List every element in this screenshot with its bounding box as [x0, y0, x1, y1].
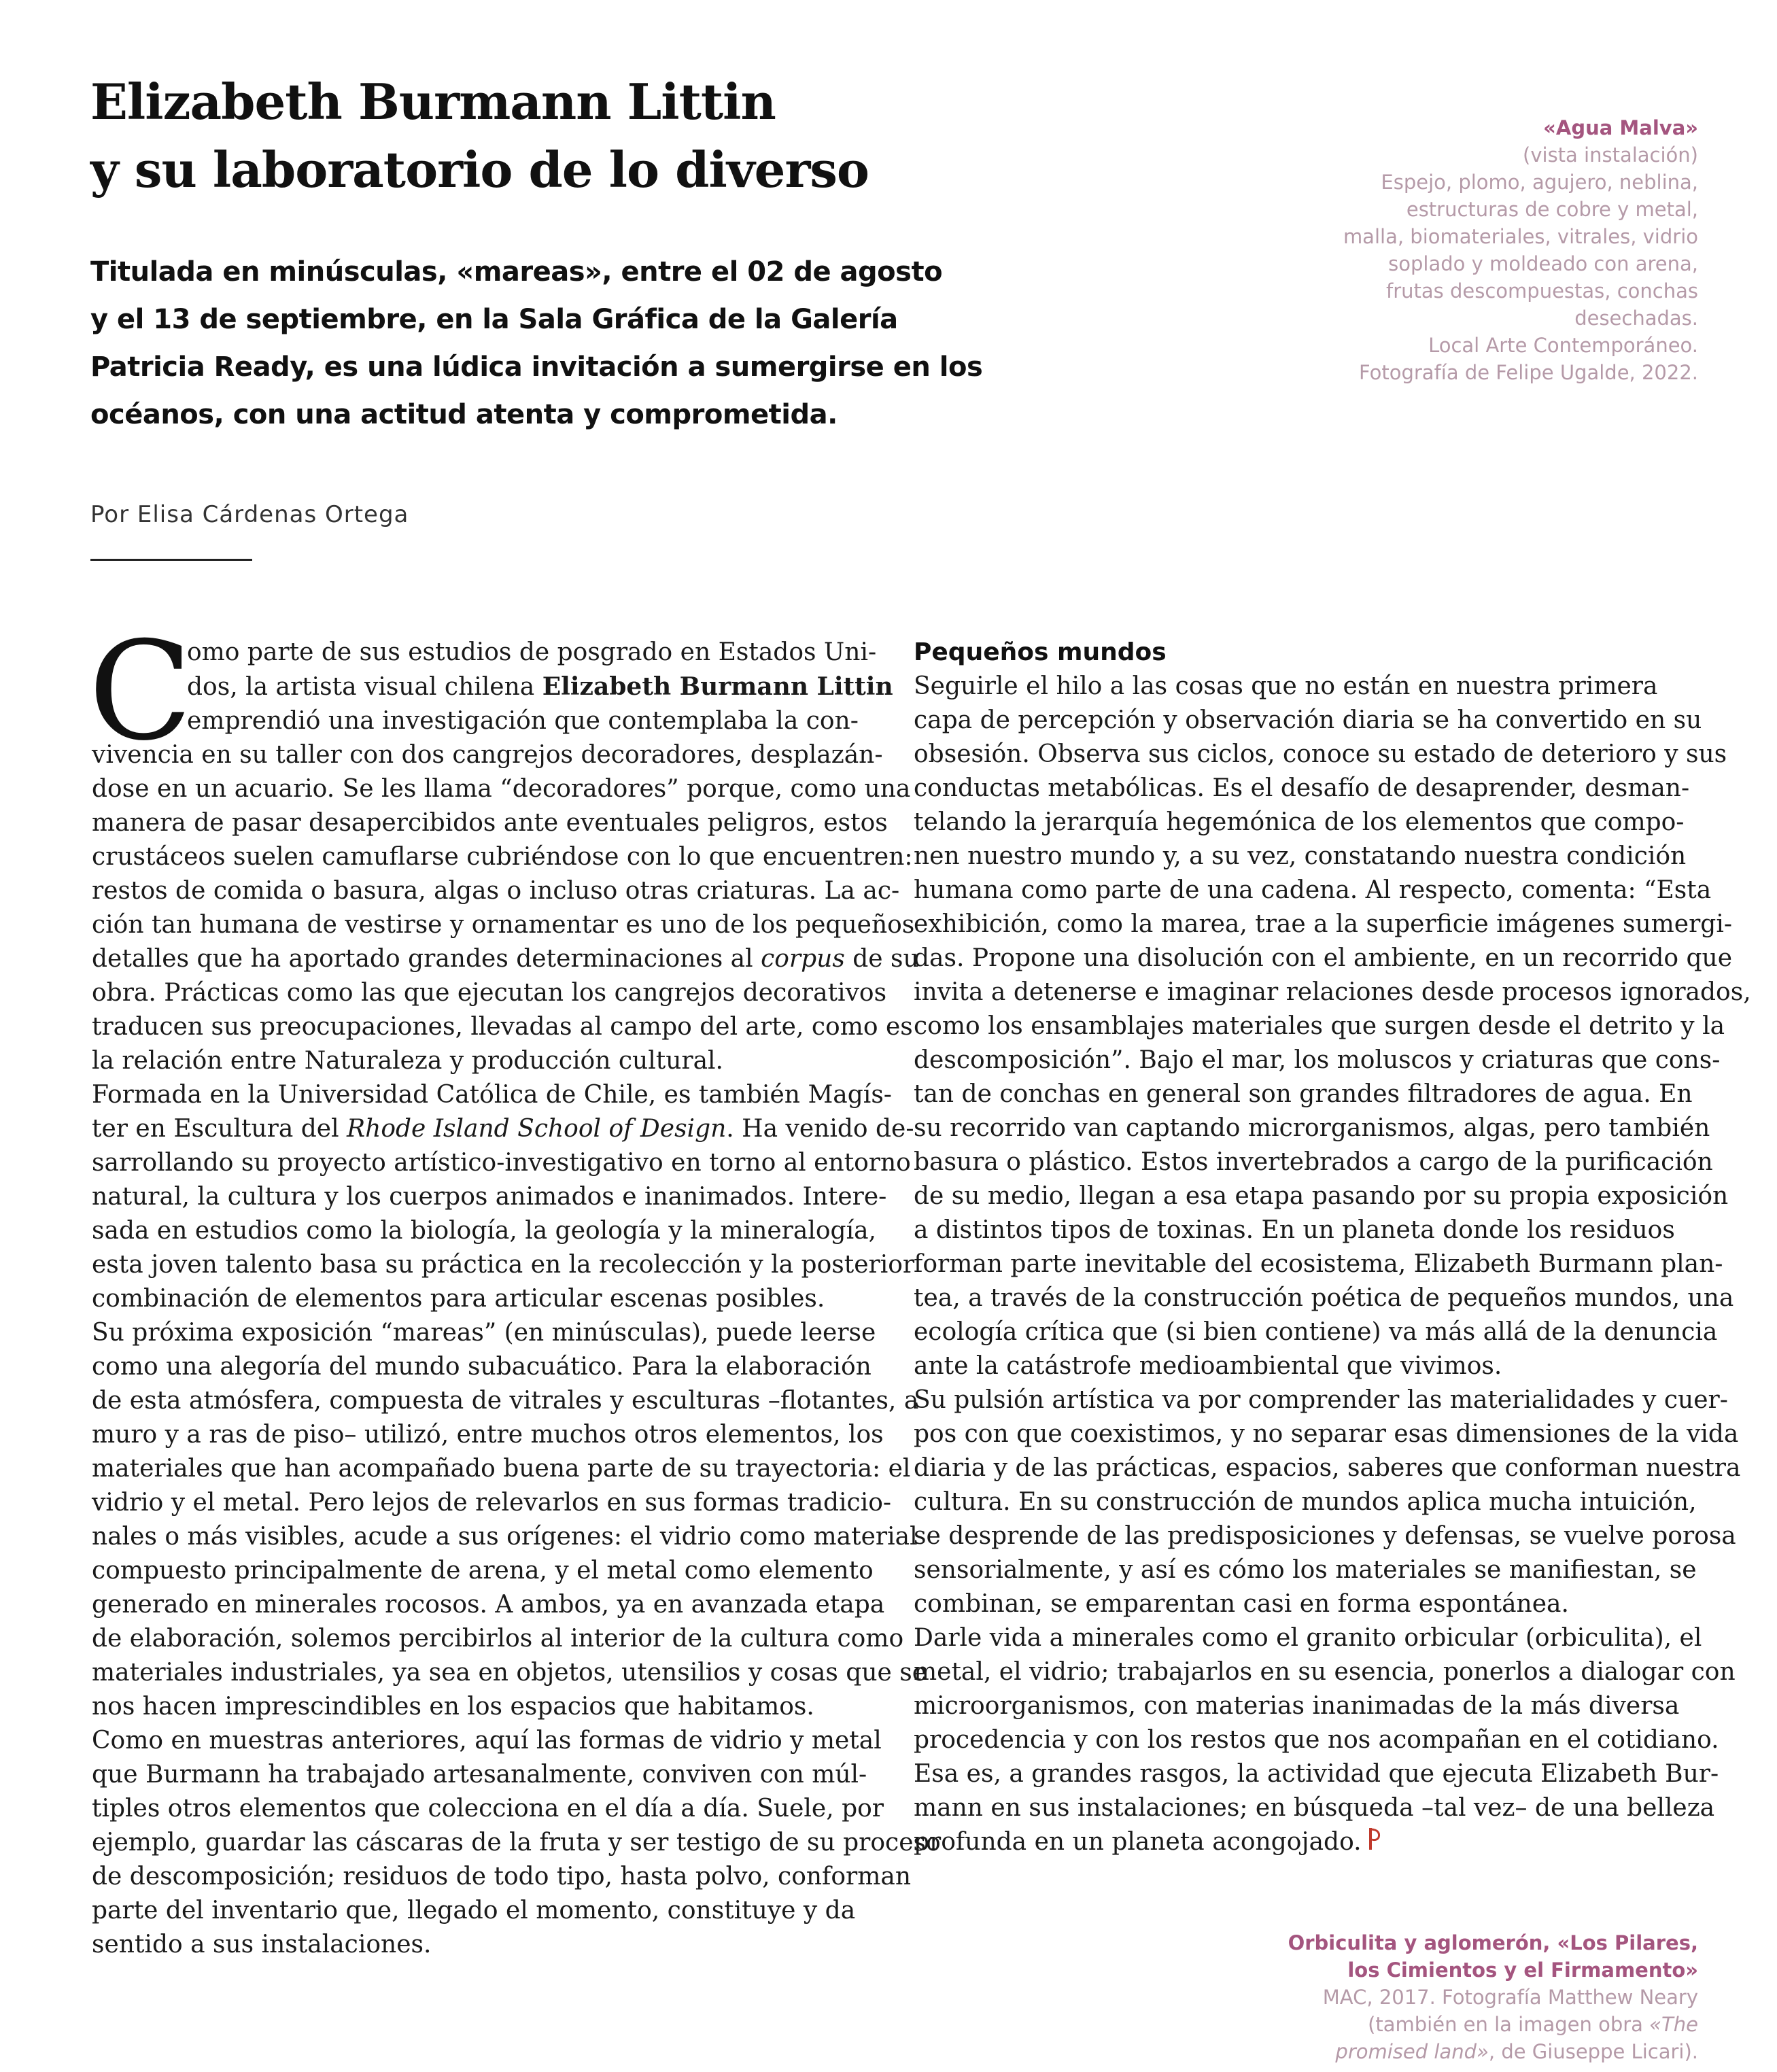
caption-title: Orbiculita y aglomerón, «Los Pilares,: [1288, 1931, 1698, 1954]
text-line: Como en muestras anteriores, aquí las formas de vidrio y metal: [92, 1727, 882, 1755]
section-heading: Pequeños mundos: [914, 638, 1167, 666]
text-line: [914, 1825, 1702, 1861]
caption-line: [1288, 2038, 1698, 2065]
text-line: crustáceos suelen camuflarse cubriéndose con lo que encuentren:: [92, 843, 913, 871]
text-line: ecología crítica que (si bien contiene) va más allá de la denuncia: [914, 1318, 1718, 1346]
text-span: dos, la artista visual chilena: [187, 673, 542, 701]
lede-line-1: Titulada en minúsculas, «mareas», entre el 02 de agosto: [90, 256, 943, 288]
text-line: a distintos tipos de toxinas. En un planeta donde los residuos: [914, 1216, 1675, 1244]
text-span: profunda en un planeta acongojado.: [914, 1828, 1362, 1856]
text-line: diaria y de las prácticas, espacios, saberes que conforman nuestra: [914, 1454, 1741, 1482]
text-line: basura o plástico. Estos invertebrados a cargo de la purificación: [914, 1148, 1713, 1176]
title-line-2: y su laboratorio de lo diverso: [90, 141, 869, 198]
text-line: das. Propone una disolución con el ambiente, en un recorrido que: [914, 944, 1733, 972]
text-line: restos de comida o basura, algas o incluso otras criaturas. La ac-: [92, 877, 900, 905]
article-lede: [90, 248, 983, 438]
text-line: [92, 670, 893, 704]
caption-line: MAC, 2017. Fotografía Matthew Neary: [1322, 1986, 1698, 2009]
text-line: como los ensamblajes materiales que surgen desde el detrito y la: [914, 1012, 1725, 1040]
text-line: vidrio y el metal. Pero lejos de relevarlos en sus formas tradicio-: [92, 1489, 892, 1517]
byline-divider: [90, 559, 252, 561]
caption-line: malla, biomateriales, vitrales, vidrio: [1343, 225, 1698, 248]
text-line: muro y a ras de piso– utilizó, entre muchos otros elementos, los: [92, 1421, 884, 1449]
text-line: microorganismos, con materias inanimadas de la más diversa: [914, 1692, 1680, 1720]
text-line: Darle vida a minerales como el granito orbicular (orbiculita), el: [914, 1624, 1702, 1652]
text-line: cultura. En su construcción de mundos aplica mucha intuición,: [914, 1488, 1697, 1516]
text-span: de su: [844, 945, 919, 973]
text-line: nales o más visibles, acude a sus orígenes: el vidrio como material: [92, 1523, 918, 1551]
article-title: [90, 68, 906, 204]
caption-line: frutas descompuestas, conchas: [1386, 279, 1698, 303]
text-line: nen nuestro mundo y, a su vez, constatando nuestra condición: [914, 842, 1687, 870]
text-line: traducen sus preocupaciones, llevadas al campo del arte, como es: [92, 1013, 913, 1041]
text-line: de esta atmósfera, compuesta de vitrales y esculturas –flotantes, a: [92, 1387, 919, 1415]
text-line: capa de percepción y observación diaria se ha convertido en su: [914, 706, 1702, 734]
drop-cap: C: [88, 612, 193, 771]
caption-line: Local Arte Contemporáneo.: [1428, 334, 1698, 357]
lede-line-3: Patricia Ready, es una lúdica invitación a sumergirse en los: [90, 351, 983, 383]
text-line: descomposición”. Bajo el mar, los moluscos y criaturas que cons-: [914, 1046, 1721, 1074]
text-line: pos con que coexistimos, y no separar esas dimensiones de la vida: [914, 1420, 1739, 1448]
caption-orbiculita: [1288, 1929, 1698, 2065]
text-line: materiales industriales, ya sea en objetos, utensilios y cosas que se: [92, 1659, 927, 1687]
text-line: tiples otros elementos que colecciona en el día a día. Suele, por: [92, 1795, 884, 1823]
text-line: obra. Prácticas como las que ejecutan los cangrejos decorativos: [92, 979, 887, 1007]
text-line: telando la jerarquía hegemónica de los elementos que compo-: [914, 808, 1685, 836]
title-line-1: Elizabeth Burmann Littin: [90, 73, 776, 131]
caption-line: estructuras de cobre y metal,: [1406, 198, 1698, 221]
text-line: Esa es, a grandes rasgos, la actividad que ejecuta Elizabeth Bur-: [914, 1760, 1719, 1788]
lede-line-4: océanos, con una actitud atenta y comprometida.: [90, 399, 838, 430]
text-line: exhibición, como la marea, trae a la superficie imágenes sumergi-: [914, 910, 1733, 938]
caption-line: Espejo, plomo, agujero, neblina,: [1381, 171, 1698, 194]
text-line: esta joven talento basa su práctica en la recolección y la posterior: [92, 1251, 915, 1279]
italic-term: Rhode Island School of Design: [347, 1115, 727, 1143]
text-line: de su medio, llegan a esa etapa pasando por su propia exposición: [914, 1182, 1729, 1210]
lede-line-2: y el 13 de septiembre, en la Sala Gráfica de la Galería: [90, 304, 898, 335]
text-line: tan de conchas en general son grandes filtradores de agua. En: [914, 1080, 1693, 1108]
text-line: de descomposición; residuos de todo tipo, hasta polvo, conforman: [92, 1863, 912, 1890]
text-line: natural, la cultura y los cuerpos animados e inanimados. Intere-: [92, 1183, 887, 1211]
text-line: Su pulsión artística va por comprender las materialidades y cuer-: [914, 1386, 1728, 1414]
caption-line: desechadas.: [1574, 307, 1698, 330]
text-line: sentido a sus instalaciones.: [92, 1931, 432, 1958]
text-line: ante la catástrofe medioambiental que vivimos.: [914, 1352, 1502, 1380]
text-line: obsesión. Observa sus ciclos, conoce su estado de deterioro y sus: [914, 740, 1727, 768]
text-line: combinan, se emparentan casi en forma espontánea.: [914, 1590, 1569, 1618]
caption-line: [1288, 2011, 1698, 2038]
caption-line: soplado y moldeado con arena,: [1388, 252, 1698, 275]
text-line: se desprende de las predisposiciones y defensas, se vuelve porosa: [914, 1522, 1736, 1550]
text-line: Seguirle el hilo a las cosas que no están en nuestra primera: [914, 672, 1658, 700]
text-line: [92, 1112, 914, 1146]
text-line: forman parte inevitable del ecosistema, Elizabeth Burmann plan-: [914, 1250, 1723, 1278]
text-line: ción tan humana de vestirse y ornamentar es uno de los pequeños: [92, 911, 915, 939]
body-column-left: [92, 636, 941, 1962]
text-line: procedencia y con los restos que nos acompañan en el cotidiano.: [914, 1726, 1719, 1754]
caption-line: Fotografía de Felipe Ugalde, 2022.: [1358, 361, 1698, 384]
caption-line: (vista instalación): [1523, 143, 1698, 167]
text-line: generado en minerales rocosos. A ambos, ya en avanzada etapa: [92, 1591, 885, 1619]
italic-title: promised land»: [1335, 2040, 1489, 2063]
text-line: la relación entre Naturaleza y producción cultural.: [92, 1047, 724, 1075]
text-line: mann en sus instalaciones; en búsqueda –tal vez– de una belleza: [914, 1794, 1715, 1822]
text-line: Formada en la Universidad Católica de Chile, es también Magís-: [92, 1081, 892, 1109]
text-line: de elaboración, solemos percibirlos al interior de la cultura como: [92, 1625, 904, 1653]
text-line: parte del inventario que, llegado el momento, constituye y da: [92, 1897, 856, 1924]
text-span: (también en la imagen obra: [1368, 2013, 1650, 2036]
text-span: detalles que ha aportado grandes determinaciones al: [92, 945, 761, 973]
text-line: sensorialmente, y así es cómo los materiales se manifiestan, se: [914, 1556, 1697, 1584]
text-span: . Ha venido de-: [726, 1115, 914, 1143]
text-line: que Burmann ha trabajado artesanalmente, conviven con múl-: [92, 1761, 867, 1789]
caption-title: «Agua Malva»: [1543, 116, 1698, 139]
body-column-right: [914, 636, 1751, 1861]
end-of-article-icon: [1367, 1827, 1382, 1861]
text-line: compuesto principalmente de arena, y el metal como elemento: [92, 1557, 874, 1585]
text-line: dose en un acuario. Se les llama “decoradores” porque, como una: [92, 775, 911, 803]
text-line: invita a detenerse e imaginar relaciones desde procesos ignorados,: [914, 978, 1751, 1006]
text-line: combinación de elementos para articular escenas posibles.: [92, 1285, 825, 1313]
text-line: como una alegoría del mundo subacuático. Para la elaboración: [92, 1353, 872, 1381]
text-span: ter en Escultura del: [92, 1115, 347, 1143]
text-line: omo parte de sus estudios de posgrado en Estados Uni-: [187, 638, 877, 666]
text-line: emprendió una investigación que contemplaba la con-: [187, 707, 859, 735]
text-line: vivencia en su taller con dos cangrejos decoradores, desplazán-: [92, 741, 883, 769]
caption-agua-malva: [1343, 114, 1698, 386]
text-line: manera de pasar desapercibidos ante eventuales peligros, estos: [92, 809, 888, 837]
text-line: Su próxima exposición “mareas” (en minúsculas), puede leerse: [92, 1319, 876, 1347]
italic-title: «The: [1649, 2013, 1698, 2036]
text-line: [92, 942, 919, 976]
text-span: , de Giuseppe Licari).: [1488, 2040, 1698, 2063]
text-line: ejemplo, guardar las cáscaras de la fruta y ser testigo de su proceso: [92, 1829, 941, 1857]
byline: Por Elisa Cárdenas Ortega: [90, 501, 409, 528]
text-line: nos hacen imprescindibles en los espacios que habitamos.: [92, 1693, 814, 1721]
artist-name: Elizabeth Burmann Littin: [542, 672, 893, 701]
italic-term: corpus: [761, 945, 845, 973]
caption-title: los Cimientos y el Firmamento»: [1347, 1958, 1698, 1982]
text-line: sada en estudios como la biología, la geología y la mineralogía,: [92, 1217, 877, 1245]
text-line: conductas metabólicas. Es el desafío de desaprender, desman-: [914, 774, 1690, 802]
text-line: tea, a través de la construcción poética de pequeños mundos, una: [914, 1284, 1734, 1312]
text-line: humana como parte de una cadena. Al respecto, comenta: “Esta: [914, 876, 1712, 904]
text-line: materiales que han acompañado buena parte de su trayectoria: el: [92, 1455, 911, 1483]
text-line: metal, el vidrio; trabajarlos en su esencia, ponerlos a dialogar con: [914, 1658, 1736, 1686]
text-line: sarrollando su proyecto artístico-investigativo en torno al entorno: [92, 1149, 911, 1177]
text-line: su recorrido van captando microrganismos, algas, pero también: [914, 1114, 1710, 1142]
